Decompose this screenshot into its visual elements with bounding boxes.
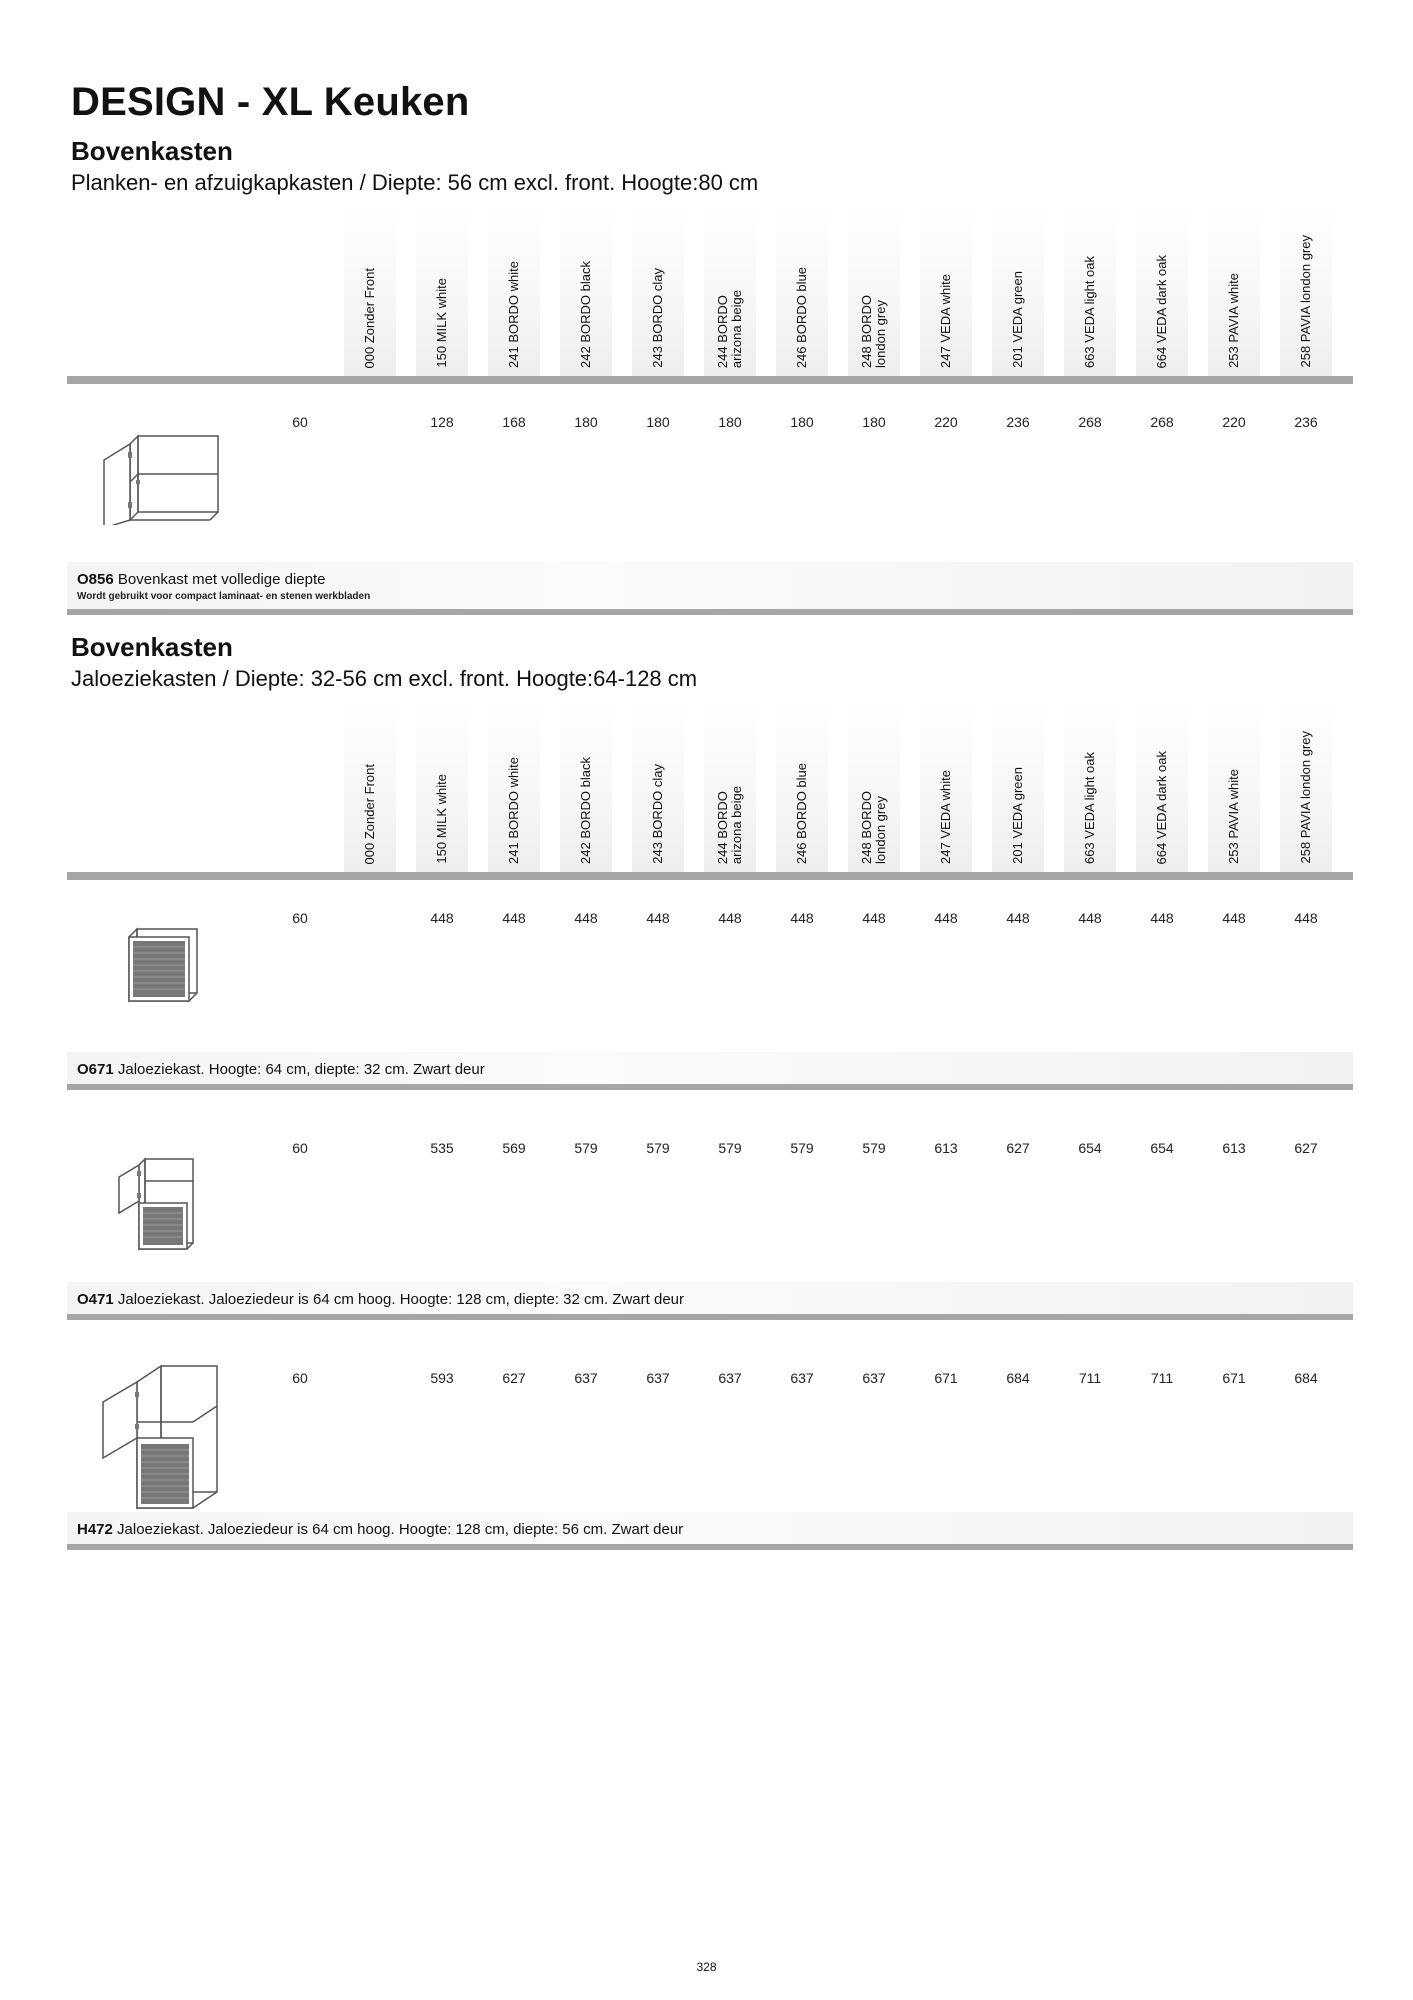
price-cell: 180 [646, 414, 670, 430]
product-description-text: Bovenkast met volledige diepte [117, 571, 326, 588]
column-header-242 [560, 702, 612, 872]
column-header-248 [848, 702, 900, 872]
product-description [77, 1061, 485, 1078]
column-header-241 [488, 702, 540, 872]
row-divider [67, 1314, 1353, 1320]
column-header-line: arizona beige [729, 289, 744, 368]
price-cell: 220 [934, 414, 958, 430]
price-cell: 448 [1222, 910, 1246, 926]
column-header-label [776, 267, 828, 368]
width-value: 60 [292, 1370, 308, 1386]
price-cell: 637 [718, 1370, 742, 1386]
column-header-label [1064, 256, 1116, 368]
column-header-150 [416, 206, 468, 376]
page-title: DESIGN - XL Keuken [71, 80, 470, 124]
price-cell: 579 [790, 1140, 814, 1156]
price-cell: 448 [430, 910, 454, 926]
product-description-band [67, 1052, 1353, 1086]
column-header-line: 201 VEDA green [1010, 767, 1025, 864]
width-value: 60 [292, 414, 308, 430]
column-header-line: 253 PAVIA white [1226, 273, 1241, 368]
column-header-line: 664 VEDA dark oak [1154, 254, 1169, 368]
column-header-664 [1136, 702, 1188, 872]
price-cell: 180 [790, 414, 814, 430]
product-description-band [67, 1282, 1353, 1316]
product-description-band [67, 1512, 1353, 1546]
column-header-663 [1064, 702, 1116, 872]
product-description [77, 1291, 684, 1308]
column-header-000 [344, 702, 396, 872]
column-header-label [632, 268, 684, 368]
column-header-label [848, 791, 900, 864]
price-cell: 180 [574, 414, 598, 430]
price-cell: 711 [1150, 1370, 1174, 1386]
column-header-line: 000 Zonder Front [362, 763, 377, 864]
column-header-243 [632, 206, 684, 376]
column-header-label [560, 757, 612, 864]
price-cell: 180 [862, 414, 886, 430]
product-description-text: Jaloeziekast. Jaloeziedeur is 64 cm hoog. Hoogte: 128 cm, diepte: 56 cm. Zwart deur [117, 1521, 684, 1538]
column-header-663 [1064, 206, 1116, 376]
price-cell: 637 [790, 1370, 814, 1386]
price-cell: 627 [1294, 1140, 1318, 1156]
column-header-line: london grey [873, 796, 888, 864]
section-subheading: Planken- en afzuigkapkasten / Diepte: 56 cm excl. front. Hoogte:80 cm [71, 170, 759, 195]
price-cell: 654 [1150, 1140, 1174, 1156]
column-header-line: 663 VEDA light oak [1082, 255, 1097, 368]
column-header-244 [704, 206, 756, 376]
column-header-label [1208, 769, 1260, 864]
column-header-label [776, 763, 828, 864]
column-header-line: 246 BORDO blue [794, 762, 809, 864]
column-header-label [848, 295, 900, 368]
price-cell: 627 [502, 1370, 526, 1386]
column-header-label [344, 764, 396, 864]
price-cell: 448 [646, 910, 670, 926]
section-heading: Bovenkasten [71, 136, 233, 166]
column-header-line: 242 BORDO black [578, 261, 593, 368]
open-wall-cabinet-icon [100, 430, 225, 525]
price-cell: 236 [1006, 414, 1030, 430]
product-description-text: Jaloeziekast. Hoogte: 64 cm, diepte: 32 cm. Zwart deur [117, 1061, 485, 1078]
column-header-line: 663 VEDA light oak [1082, 751, 1097, 864]
column-header-label [1136, 751, 1188, 864]
roller-shutter-cabinet-icon [125, 925, 205, 1010]
column-header-248 [848, 206, 900, 376]
column-header-line: 241 BORDO white [506, 261, 521, 368]
product-code: O471 [77, 1291, 114, 1308]
price-cell: 684 [1294, 1370, 1318, 1386]
price-cell: 579 [646, 1140, 670, 1156]
column-header-line: 253 PAVIA white [1226, 769, 1241, 864]
column-header-150 [416, 702, 468, 872]
column-header-label [1136, 255, 1188, 368]
section-heading: Bovenkasten [71, 632, 233, 662]
price-cell: 627 [1006, 1140, 1030, 1156]
column-header-label [1280, 731, 1332, 864]
column-header-241 [488, 206, 540, 376]
column-header-line: 258 PAVIA london grey [1298, 731, 1313, 864]
width-value: 60 [292, 910, 308, 926]
column-header-label [416, 774, 468, 864]
price-cell: 448 [1006, 910, 1030, 926]
price-cell: 448 [1078, 910, 1102, 926]
column-header-label [1064, 752, 1116, 864]
column-header-label [992, 767, 1044, 864]
column-header-label [632, 764, 684, 864]
column-header-label [992, 271, 1044, 368]
column-header-line: 243 BORDO clay [650, 268, 665, 368]
price-cell: 671 [934, 1370, 958, 1386]
price-cell: 613 [934, 1140, 958, 1156]
column-header-line: 242 BORDO black [578, 757, 593, 864]
price-cell: 220 [1222, 414, 1246, 430]
column-header-line: 258 PAVIA london grey [1298, 235, 1313, 368]
price-cell: 579 [574, 1140, 598, 1156]
price-cell: 180 [718, 414, 742, 430]
column-header-line: london grey [873, 300, 888, 368]
product-note: Wordt gebruikt voor compact laminaat- en stenen werkbladen [77, 591, 371, 602]
column-header-000 [344, 206, 396, 376]
column-header-label [704, 290, 756, 368]
column-header-line: arizona beige [729, 785, 744, 864]
product-code: H472 [77, 1521, 113, 1538]
price-cell: 448 [718, 910, 742, 926]
column-header-line: 664 VEDA dark oak [1154, 750, 1169, 864]
price-cell: 448 [934, 910, 958, 926]
price-cell: 654 [1078, 1140, 1102, 1156]
tall-shutter-cabinet-icon [115, 1155, 205, 1255]
price-cell: 236 [1294, 414, 1318, 430]
column-header-line: 248 BORDO [859, 791, 874, 864]
price-cell: 671 [1222, 1370, 1246, 1386]
price-cell: 268 [1078, 414, 1102, 430]
column-header-line: 243 BORDO clay [650, 764, 665, 864]
column-header-242 [560, 206, 612, 376]
column-header-label [920, 274, 972, 368]
price-cell: 448 [790, 910, 814, 926]
column-header-line: 244 BORDO [715, 791, 730, 864]
price-cell: 535 [430, 1140, 454, 1156]
column-header-line: 150 MILK white [434, 278, 449, 368]
column-header-label [416, 278, 468, 368]
product-description-band [67, 562, 1353, 610]
column-header-258 [1280, 206, 1332, 376]
price-cell: 448 [862, 910, 886, 926]
price-cell: 593 [430, 1370, 454, 1386]
column-header-201 [992, 206, 1044, 376]
row-divider [67, 1544, 1353, 1550]
column-header-label [704, 786, 756, 864]
price-cell: 168 [502, 414, 526, 430]
column-header-246 [776, 702, 828, 872]
price-cell: 613 [1222, 1140, 1246, 1156]
column-header-line: 150 MILK white [434, 774, 449, 864]
column-header-244 [704, 702, 756, 872]
column-header-246 [776, 206, 828, 376]
price-cell: 128 [430, 414, 454, 430]
price-cell: 569 [502, 1140, 526, 1156]
column-header-201 [992, 702, 1044, 872]
price-cell: 637 [574, 1370, 598, 1386]
column-header-line: 248 BORDO [859, 295, 874, 368]
column-header-664 [1136, 206, 1188, 376]
column-header-line: 241 BORDO white [506, 757, 521, 864]
section-subheading: Jaloeziekasten / Diepte: 32-56 cm excl. front. Hoogte:64-128 cm [71, 666, 698, 691]
row-divider [67, 1084, 1353, 1090]
column-header-line: 247 VEDA white [938, 770, 953, 864]
product-description-text: Jaloeziekast. Jaloeziedeur is 64 cm hoog. Hoogte: 128 cm, diepte: 32 cm. Zwart deur [117, 1291, 685, 1308]
product-description [77, 1521, 683, 1538]
price-cell: 637 [862, 1370, 886, 1386]
deep-tall-shutter-cabinet-icon [95, 1362, 225, 1512]
column-header-label [344, 268, 396, 368]
price-cell: 448 [502, 910, 526, 926]
column-header-253 [1208, 206, 1260, 376]
price-cell: 448 [1294, 910, 1318, 926]
column-header-label [1208, 273, 1260, 368]
column-header-label [488, 757, 540, 864]
column-header-label [1280, 235, 1332, 368]
column-header-line: 201 VEDA green [1010, 271, 1025, 368]
header-divider [67, 872, 1353, 880]
column-header-247 [920, 206, 972, 376]
price-cell: 268 [1150, 414, 1174, 430]
column-header-line: 246 BORDO blue [794, 266, 809, 368]
width-value: 60 [292, 1140, 308, 1156]
column-header-line: 244 BORDO [715, 295, 730, 368]
header-divider [67, 376, 1353, 384]
page-number: 328 [696, 1960, 717, 1974]
column-header-253 [1208, 702, 1260, 872]
price-cell: 711 [1078, 1370, 1102, 1386]
price-cell: 448 [1150, 910, 1174, 926]
column-header-label [560, 261, 612, 368]
product-code: O856 [77, 571, 114, 588]
column-header-label [920, 770, 972, 864]
column-header-label [488, 261, 540, 368]
column-header-258 [1280, 702, 1332, 872]
price-cell: 684 [1006, 1370, 1030, 1386]
product-code: O671 [77, 1061, 114, 1078]
column-header-247 [920, 702, 972, 872]
product-description [77, 571, 326, 588]
price-cell: 448 [574, 910, 598, 926]
column-header-243 [632, 702, 684, 872]
row-divider [67, 609, 1353, 615]
price-cell: 579 [718, 1140, 742, 1156]
price-cell: 579 [862, 1140, 886, 1156]
column-header-line: 000 Zonder Front [362, 267, 377, 368]
column-header-line: 247 VEDA white [938, 274, 953, 368]
price-cell: 637 [646, 1370, 670, 1386]
